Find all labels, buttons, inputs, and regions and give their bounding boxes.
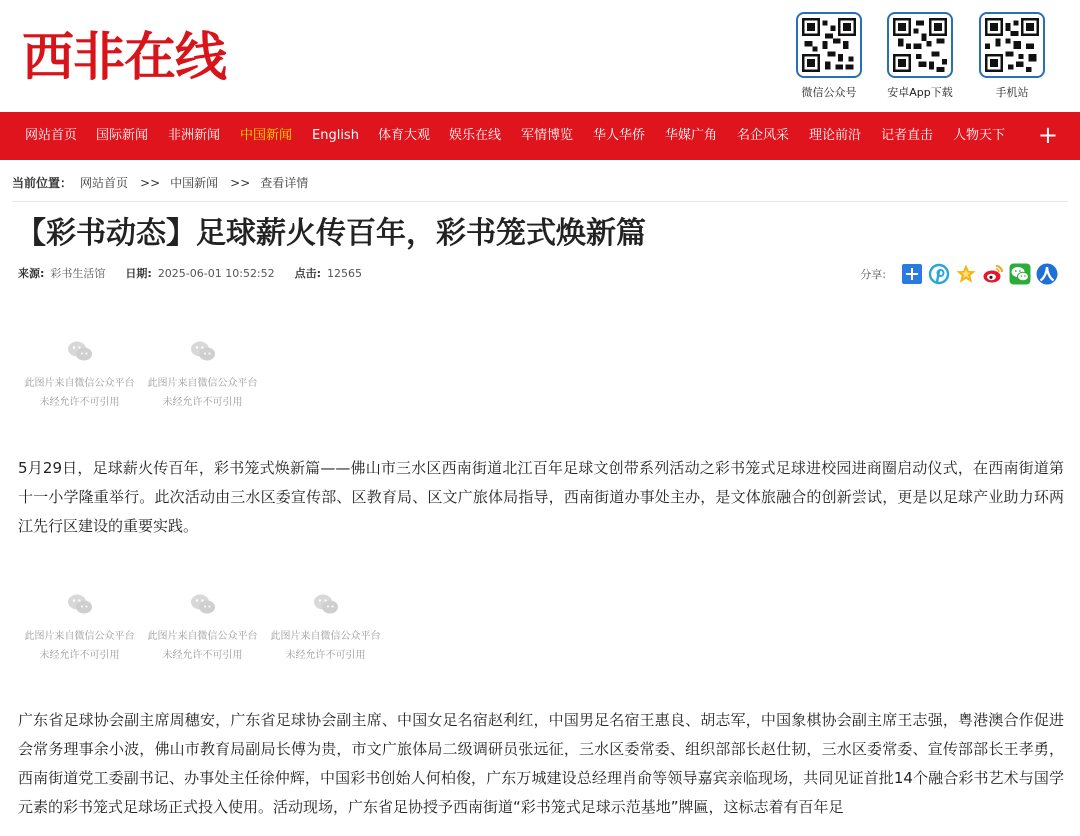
breadcrumb-separator: >> [230, 176, 251, 190]
qr-code-icon [887, 12, 953, 78]
divider [12, 201, 1068, 202]
wechat-icon [264, 589, 387, 619]
placeholder-text: 此图片来自微信公众平台 [147, 631, 258, 642]
site-header [0, 0, 1080, 112]
placeholder-text: 未经允许不可引用 [162, 650, 243, 661]
article-meta [18, 265, 382, 281]
source-value: 彩书生活馆 [50, 267, 106, 280]
nav-item-sports[interactable]: 体育大观 [378, 128, 431, 143]
breadcrumb-item-home[interactable]: 网站首页 [80, 176, 129, 190]
qr-mobile-site[interactable] [977, 12, 1047, 100]
qr-wechat[interactable] [794, 12, 864, 100]
nav-item-military[interactable]: 军情博览 [521, 128, 574, 143]
share-pinterest-icon[interactable] [928, 263, 950, 285]
qr-code-icon [796, 12, 862, 78]
site-logo[interactable]: 西非在线 [22, 28, 227, 88]
image-placeholder [18, 336, 141, 412]
nav-item-africa[interactable]: 非洲新闻 [168, 128, 221, 143]
nav-item-chinese-media[interactable]: 华媒广角 [665, 128, 718, 143]
image-placeholder-row [18, 589, 387, 665]
nav-item-enterprises[interactable]: 名企风采 [737, 128, 790, 143]
share-bar [860, 262, 1058, 286]
placeholder-text: 此图片来自微信公众平台 [24, 378, 135, 389]
nav-item-overseas-chinese[interactable]: 华人华侨 [593, 128, 646, 143]
wechat-icon [141, 336, 264, 366]
share-weibo-icon[interactable] [982, 263, 1004, 285]
qr-label: 手机站 [995, 86, 1029, 99]
share-wechat-icon[interactable] [1009, 263, 1031, 285]
date-label: 日期: [125, 267, 152, 280]
nav-more-button[interactable]: + [1037, 121, 1058, 149]
nav-item-international[interactable]: 国际新闻 [96, 128, 149, 143]
share-more-icon[interactable] [901, 263, 923, 285]
image-placeholder [141, 589, 264, 665]
image-placeholder-row [18, 336, 264, 412]
breadcrumb-item-china-news[interactable]: 中国新闻 [170, 176, 219, 190]
breadcrumb-item-current: 查看详情 [260, 176, 309, 190]
clicks-label: 点击: [294, 267, 322, 280]
placeholder-text: 未经允许不可引用 [39, 650, 120, 661]
page-title: 【彩书动态】足球薪火传百年，彩书笼式焕新篇 [16, 216, 646, 251]
placeholder-text: 此图片来自微信公众平台 [24, 631, 135, 642]
breadcrumb-separator: >> [140, 176, 161, 190]
placeholder-text: 未经允许不可引用 [162, 397, 243, 408]
qr-label: 安卓App下载 [887, 86, 953, 99]
breadcrumb-label: 当前位置： [12, 176, 73, 190]
nav-item-people[interactable]: 人物天下 [953, 128, 1006, 143]
article-paragraph: 5月29日，足球薪火传百年，彩书笼式焕新篇——佛山市三水区西南街道北江百年足球文创带系列活动之彩书笼式足球进校园进商圈启动仪式，在西南街道第十一小学隆重举行。此次活动由三水区委宣传部、区教育局、区文广旅体局指导，西南街道办事处主办，是文体旅融合的创新尝试，更是以足球产业助力环两江先行区建设的重要实践。 [18, 459, 1064, 535]
wechat-icon [18, 336, 141, 366]
nav-item-entertainment[interactable]: 娱乐在线 [449, 128, 502, 143]
placeholder-text: 此图片来自微信公众平台 [270, 631, 381, 642]
nav-item-china[interactable]: 中国新闻 [240, 128, 293, 143]
date-value: 2025-06-01 10:52:52 [157, 267, 275, 280]
article-paragraph: 广东省足球协会副主席周穗安，广东省足球协会副主席、中国女足名宿赵利红，中国男足名宿王惠良、胡志军，中国象棋协会副主席王志强，粤港澳合作促进会常务理事余小波，佛山市教育局副局长傅为贵，市文广旅体局二级调研员张远征，三水区委常委、组织部部长赵仕韧，三水区委常委、宣传部部长王孝勇，西南街道党工委副书记、办事处主任徐仲辉，中国彩书创始人何柏俊，广东万城建设总经理肖俞等领导嘉宾亲临现场，共同见证首批14个融合彩书艺术与国学元素的彩书笼式足球场正式投入使用。活动现场，广东省足协授予西南街道“彩书笼式足球示范基地”牌匾，这标志着有百年足 [18, 711, 1064, 816]
wechat-icon [141, 589, 264, 619]
image-placeholder [18, 589, 141, 665]
nav-item-theory[interactable]: 理论前沿 [809, 128, 862, 143]
image-placeholder [264, 589, 387, 665]
qr-label: 微信公众号 [801, 86, 857, 99]
wechat-icon [18, 589, 141, 619]
nav-item-english[interactable]: English [312, 128, 359, 143]
qr-android-app[interactable] [885, 12, 955, 100]
breadcrumb [12, 174, 308, 196]
placeholder-text: 未经允许不可引用 [285, 650, 366, 661]
share-qzone-icon[interactable] [955, 263, 977, 285]
qr-code-icon [979, 12, 1045, 78]
share-renren-icon[interactable] [1036, 263, 1058, 285]
nav-item-home[interactable]: 网站首页 [25, 128, 78, 143]
share-label: 分享: [860, 268, 886, 281]
clicks-value: 12565 [327, 267, 363, 280]
image-placeholder [141, 336, 264, 412]
main-nav [0, 112, 1080, 160]
placeholder-text: 未经允许不可引用 [39, 397, 120, 408]
nav-item-reporter[interactable]: 记者直击 [881, 128, 934, 143]
source-label: 来源: [18, 267, 45, 280]
placeholder-text: 此图片来自微信公众平台 [147, 378, 258, 389]
